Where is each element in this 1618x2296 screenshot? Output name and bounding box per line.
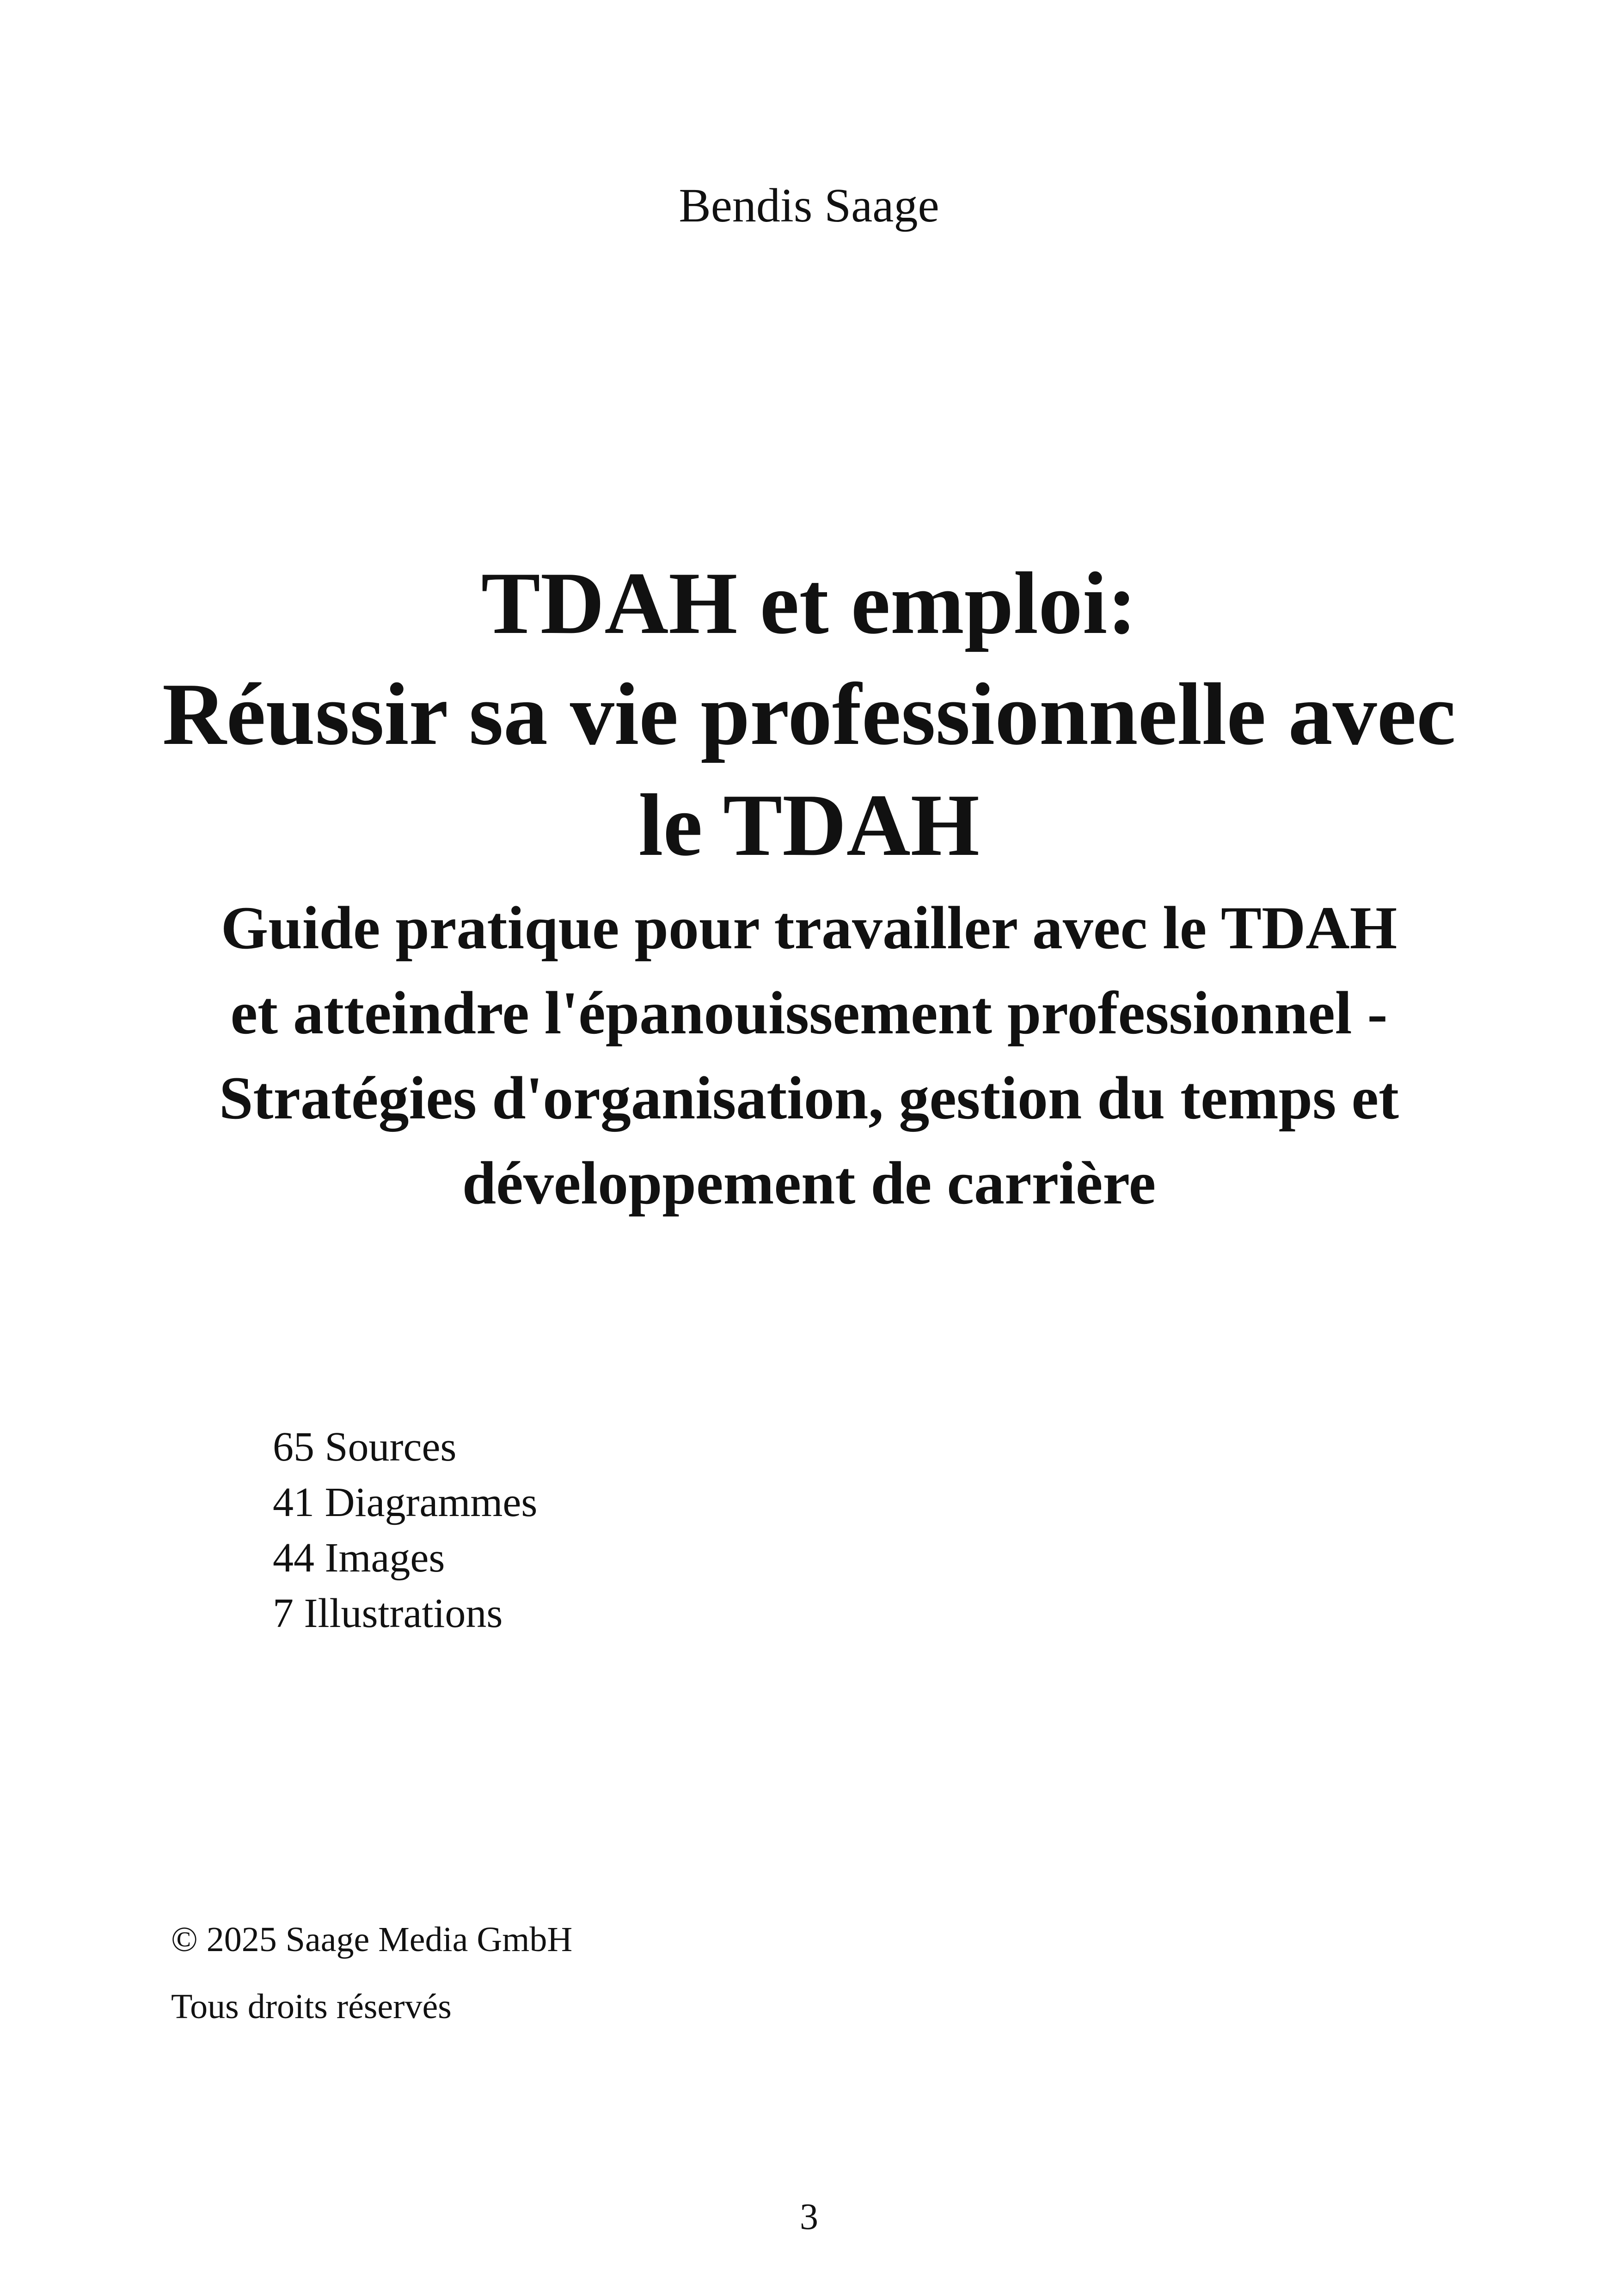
stat-diagrams: 41 Diagrammes: [273, 1480, 538, 1525]
page-number: 3: [800, 2197, 818, 2237]
subtitle-line: Stratégies d'organisation, gestion du temps et: [219, 1064, 1399, 1132]
stat-illustrations: 7 Illustrations: [273, 1590, 503, 1636]
stat-sources: 65 Sources: [273, 1424, 457, 1470]
rights-notice: Tous droits réservés: [171, 1987, 452, 2026]
subtitle-line: développement de carrière: [462, 1149, 1156, 1217]
book-title: [153, 548, 1465, 881]
stat-images: 44 Images: [273, 1535, 445, 1581]
author-name: Bendis Saage: [679, 179, 939, 232]
book-subtitle: [153, 885, 1465, 1226]
title-line: le TDAH: [638, 776, 980, 874]
title-line: Réussir sa vie professionnelle avec: [162, 665, 1456, 763]
copyright-notice: © 2025 Saage Media GmbH: [171, 1920, 573, 1959]
title-line: TDAH et emploi:: [481, 554, 1137, 652]
content-stats-list: [273, 1419, 920, 1641]
subtitle-line: et atteindre l'épanouissement professionnel -: [230, 979, 1388, 1047]
subtitle-line: Guide pratique pour travailler avec le TDAH: [221, 894, 1397, 962]
